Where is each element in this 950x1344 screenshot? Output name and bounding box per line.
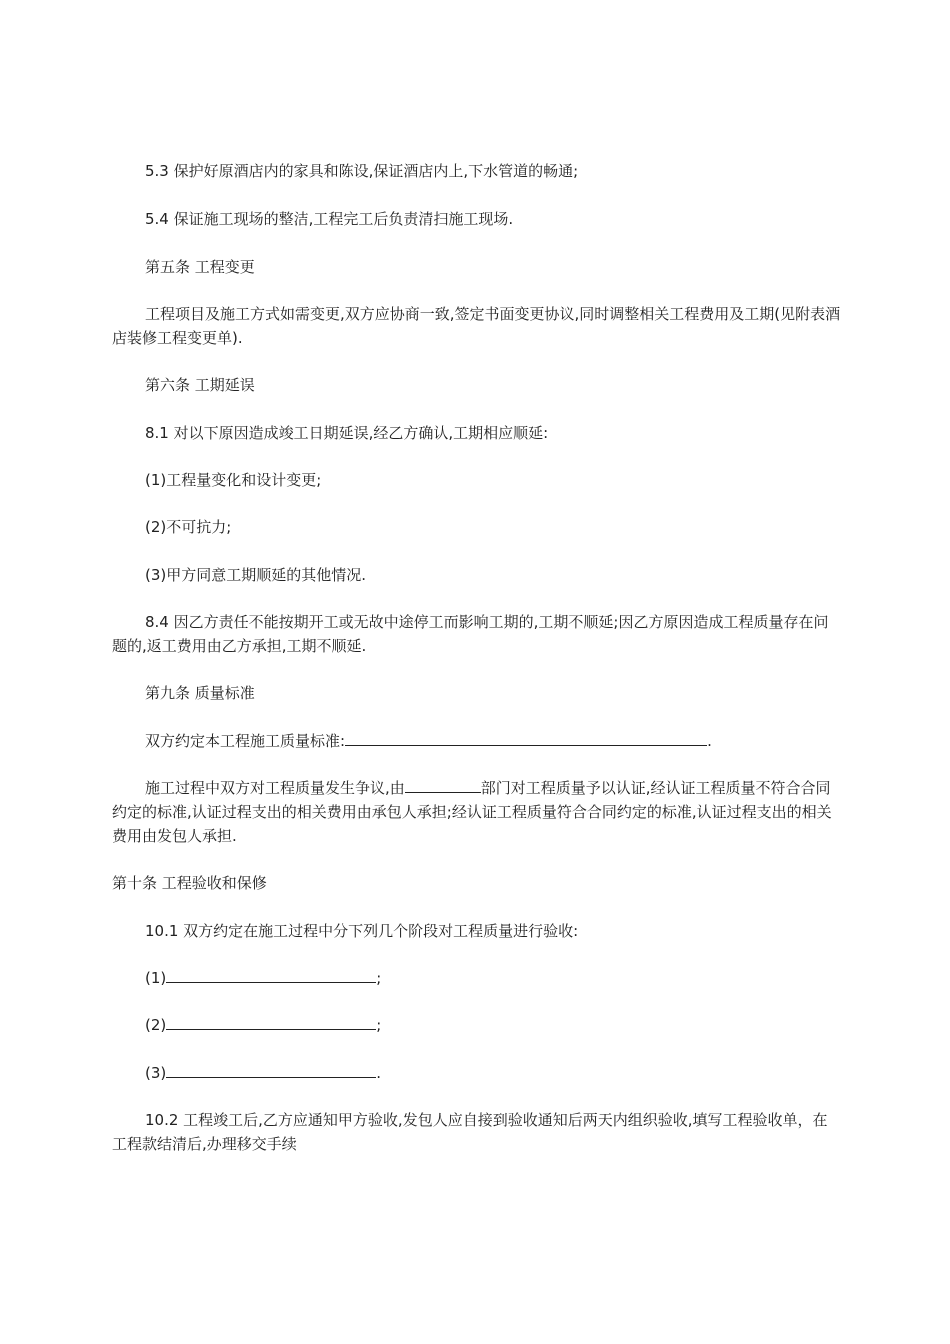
stage-3-line xyxy=(112,1061,842,1085)
clause-5-4: 5.4 保证施工现场的整洁,工程完工后负责清扫施工现场. xyxy=(145,210,514,228)
clause-10-1: 10.1 双方约定在施工过程中分下列几个阶段对工程质量进行验收: xyxy=(145,922,579,940)
stage-1-blank[interactable] xyxy=(166,966,376,983)
clause-10-2: 10.2 工程竣工后,乙方应通知甲方验收,发包人应自接到验收通知后两天内组织验收,填写工程验收单，在工程款结清后,办理移交手续 xyxy=(112,1111,828,1153)
clause-5-3: 5.3 保护好原酒店内的家具和陈设,保证酒店内上,下水管道的畅通; xyxy=(145,162,579,180)
quality-standard-label: 双方约定本工程施工质量标准: xyxy=(145,732,346,750)
list-item-3: (3)甲方同意工期顺延的其他情况. xyxy=(145,566,367,584)
quality-dispute-paragraph xyxy=(112,776,842,848)
dispute-text-after: 部门对工程质量予以认证,经认证工程质量不符合合同约定的标准,认证过程支出的相关费用由承包人承担;经认证工程质量符合合同约定的标准,认证过程支出的相关费用由发包人承担. xyxy=(112,779,832,845)
quality-standard-line xyxy=(112,729,842,753)
stage-3-blank[interactable] xyxy=(166,1061,376,1078)
dispute-text-before: 施工过程中双方对工程质量发生争议,由 xyxy=(145,779,405,797)
stage-1-label: (1) xyxy=(145,969,167,987)
stage-2-label: (2) xyxy=(145,1016,167,1034)
stage-1-line xyxy=(112,966,842,990)
stage-2-end: ; xyxy=(376,1016,382,1034)
article-5-heading: 第五条 工程变更 xyxy=(145,258,255,276)
quality-standard-end: . xyxy=(707,732,712,750)
quality-standard-blank[interactable] xyxy=(345,729,707,746)
article-6-heading: 第六条 工期延误 xyxy=(145,376,255,394)
clause-8-4: 8.4 因乙方责任不能按期开工或无故中途停工而影响工期的,工期不顺延;因乙方原因造成工程质量存在问题的,返工费用由乙方承担,工期不顺延. xyxy=(112,613,829,655)
stage-2-blank[interactable] xyxy=(166,1013,376,1030)
article-5-body: 工程项目及施工方式如需变更,双方应协商一致,签定书面变更协议,同时调整相关工程费用及工期(见附表酒店装修工程变更单). xyxy=(112,305,841,347)
clause-8-1: 8.1 对以下原因造成竣工日期延误,经乙方确认,工期相应顺延: xyxy=(145,424,549,442)
stage-3-end: . xyxy=(376,1064,382,1082)
article-9-heading: 第九条 质量标准 xyxy=(145,684,255,702)
stage-1-end: ; xyxy=(376,969,382,987)
stage-2-line xyxy=(112,1013,842,1037)
certifying-department-blank[interactable] xyxy=(405,776,481,793)
article-10-heading: 第十条 工程验收和保修 xyxy=(112,874,267,892)
list-item-2: (2)不可抗力; xyxy=(145,518,232,536)
stage-3-label: (3) xyxy=(145,1064,167,1082)
list-item-1: (1)工程量变化和设计变更; xyxy=(145,471,322,489)
